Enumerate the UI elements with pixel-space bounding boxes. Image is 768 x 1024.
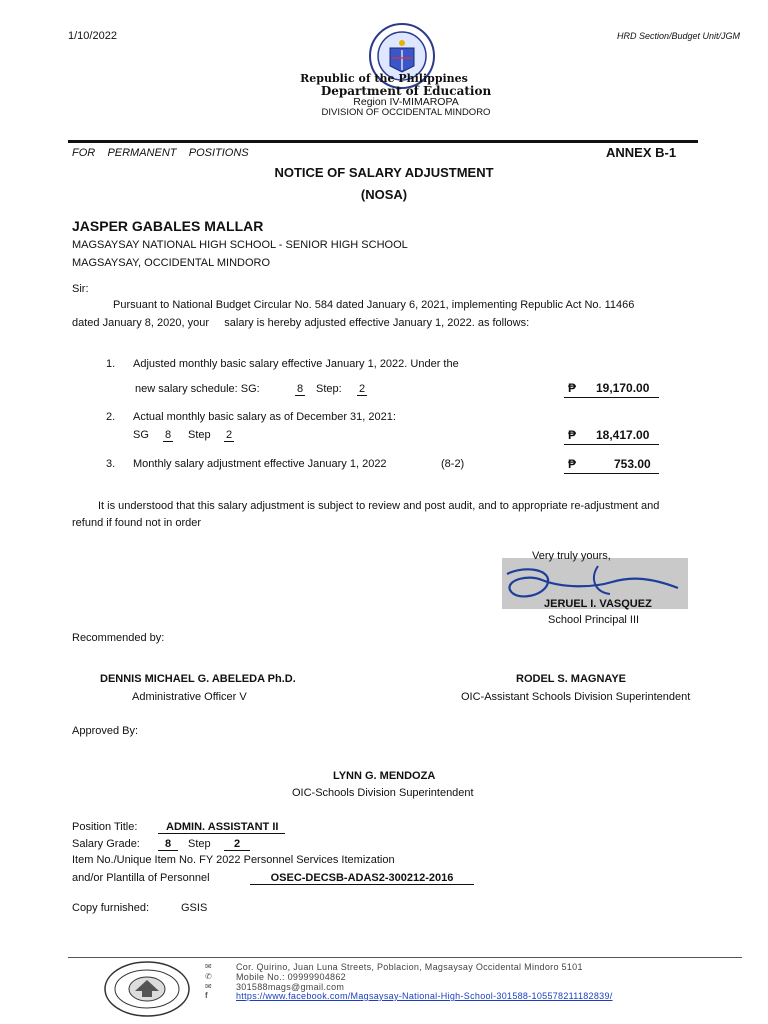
- item-2-line-1: Actual monthly basic salary as of December 31, 2021:: [133, 411, 396, 423]
- body-paragraph-2-line-2: refund if found not in order: [72, 517, 202, 529]
- item-1-number: 1.: [106, 358, 116, 370]
- form-title: NOTICE OF SALARY ADJUSTMENT: [274, 165, 494, 180]
- phone-icon: ✆: [205, 972, 212, 981]
- form-subtitle: (NOSA): [360, 187, 408, 202]
- item-number-line: Item No./Unique Item No. FY 2022 Personnel Services Itemization: [72, 854, 395, 866]
- item-2-number: 2.: [106, 411, 116, 423]
- recommender-left-title: Administrative Officer V: [132, 691, 247, 703]
- footer-rule: [68, 957, 742, 958]
- annex-label: ANNEX B-1: [606, 145, 677, 160]
- item-1-currency: ₱: [568, 381, 577, 395]
- item-3-line-1: Monthly salary adjustment effective January 1, 2022: [133, 458, 387, 470]
- copy-furnished-label: Copy furnished:: [72, 902, 150, 914]
- position-title-value: ADMIN. ASSISTANT II: [158, 821, 285, 834]
- item-2-currency: ₱: [568, 428, 577, 442]
- recommender-right-name: RODEL S. MAGNAYE: [516, 673, 627, 685]
- location-icon: ✉: [205, 962, 212, 971]
- body-paragraph-2-line-1: It is understood that this salary adjustment is subject to review and post audit, and to appropriate re-adjustment and: [98, 500, 660, 512]
- item-1-amount-underline: [564, 397, 659, 398]
- approved-label: Approved By:: [72, 725, 139, 737]
- positions-note: FOR PERMANENT POSITIONS: [72, 147, 249, 159]
- position-title-label: Position Title:: [72, 821, 138, 833]
- footer-mobile: Mobile No.: 09999904862: [236, 972, 346, 982]
- item-1-step-value: 2: [358, 383, 366, 395]
- recommender-left-name: DENNIS MICHAEL G. ABELEDA Ph.D.: [100, 673, 296, 685]
- item-2-step-value: 2: [225, 429, 233, 441]
- division-line: DIVISION OF OCCIDENTAL MINDORO: [321, 107, 491, 118]
- salary-step-label: Step: [188, 838, 211, 850]
- closing-line: Very truly yours,: [532, 550, 611, 562]
- item-3-formula: (8-2): [441, 458, 465, 470]
- body-paragraph-1-line-1: Pursuant to National Budget Circular No. 584 dated January 6, 2021, implementing Republic Act No. 11466: [113, 299, 635, 311]
- item-1-line-1: Adjusted monthly basic salary effective January 1, 2022. Under the: [133, 358, 459, 370]
- signatory-name: JERUEL I. VASQUEZ: [544, 598, 652, 610]
- item-2-amount: 18,417.00: [596, 428, 650, 442]
- recommended-label: Recommended by:: [72, 632, 165, 644]
- department-line: Department of Education: [320, 84, 492, 98]
- item-3-amount: 753.00: [614, 457, 651, 471]
- footer-address: Cor. Quirino, Juan Luna Streets, Poblacion, Magsaysay Occidental Mindoro 5101: [236, 962, 583, 972]
- footer-email: 301588mags@gmail.com: [236, 982, 345, 992]
- footer-facebook-link[interactable]: https://www.facebook.com/Magsaysay-National-High-School-301588-105578211182839/: [236, 991, 613, 1001]
- signatory-title: School Principal III: [548, 614, 640, 626]
- item-3-number: 3.: [106, 458, 116, 470]
- addressee-school: MAGSAYSAY NATIONAL HIGH SCHOOL - SENIOR HIGH SCHOOL: [72, 239, 408, 251]
- item-1-step-label: Step:: [316, 383, 342, 395]
- addressee-name: JASPER GABALES MALLAR: [72, 218, 264, 234]
- salutation: Sir:: [72, 283, 89, 295]
- facebook-icon: f: [205, 991, 208, 1000]
- office-code: HRD Section/Budget Unit/JGM: [616, 31, 740, 41]
- region-line: Region IV-MIMAROPA: [353, 96, 459, 108]
- header-rule: [68, 140, 698, 143]
- approver-name: LYNN G. MENDOZA: [333, 770, 436, 782]
- school-seal-icon: [102, 960, 192, 1018]
- item-2-sg-value: 8: [164, 429, 172, 441]
- approver-title: OIC-Schools Division Superintendent: [292, 787, 474, 799]
- item-1-sg-label: new salary schedule: SG:: [135, 383, 260, 395]
- plantilla-value: OSEC-DECSB-ADAS2-300212-2016: [250, 872, 474, 885]
- republic-line: Republic of the Philippines: [300, 72, 468, 85]
- item-3-currency: ₱: [568, 457, 577, 471]
- document-date: 1/10/2022: [68, 30, 117, 42]
- email-icon: ✉: [205, 982, 212, 991]
- item-2-amount-underline: [564, 444, 659, 445]
- item-2-sg-label: SG: [133, 429, 149, 441]
- body-paragraph-1-line-2: dated January 8, 2020, your salary is hereby adjusted effective January 1, 2022. as follows:: [72, 317, 530, 329]
- item-2-step-label: Step: [188, 429, 211, 441]
- plantilla-label: and/or Plantilla of Personnel: [72, 872, 210, 884]
- copy-furnished-value: GSIS: [181, 902, 208, 914]
- recommender-right-title: OIC-Assistant Schools Division Superintendent: [461, 691, 691, 703]
- addressee-address: MAGSAYSAY, OCCIDENTAL MINDORO: [72, 257, 271, 269]
- item-3-amount-underline: [564, 473, 659, 474]
- salary-grade-value: 8: [158, 838, 178, 851]
- salary-step-value: 2: [224, 838, 250, 851]
- item-1-sg-value: 8: [296, 383, 304, 395]
- salary-grade-label: Salary Grade:: [72, 838, 140, 850]
- item-1-amount: 19,170.00: [596, 381, 650, 395]
